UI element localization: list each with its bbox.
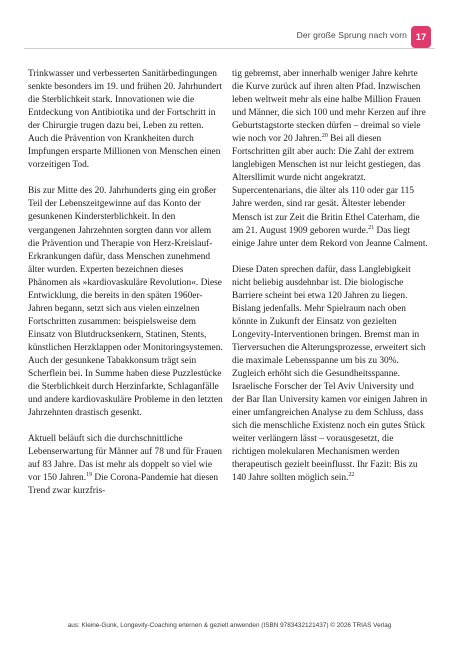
page-number: 17 xyxy=(415,31,427,43)
copyright-footer: aus: Kleine-Gunk, Longevity-Coaching erlernen & gezielt anwenden (ISBN 9783432121437) © 2026 TRIAS Verlag xyxy=(67,622,392,629)
footnote-ref-21: 21 xyxy=(368,224,375,231)
footnote-ref-19: 19 xyxy=(86,472,93,479)
right-paragraph-1-text-a: tig gebremst, aber innerhalb weniger Jahre kehrte die Kurve zurück auf ihren alten Pfad. Inzwischen leben weltweit mehr als eine halbe Million Frauen und Männer, die sich 100 und mehr Kerzen auf ihre Geburtstagstorte stecken dürfen – dreimal so viele wie noch vor 20 Jahren. xyxy=(232,69,426,145)
left-paragraph-3-text-a: Aktuell beläuft sich die durchschnittliche Lebenserwartung für Männer auf 78 und für Frauen auf 83 Jahre. Das ist mehr als doppelt so viel wie vor 150 Jahren. xyxy=(28,434,222,484)
left-column xyxy=(28,68,224,498)
right-paragraph-1-text-c: Das liegt einige Jahre unter dem Rekord von Jeanne Calment. xyxy=(232,225,428,249)
right-column xyxy=(232,68,428,485)
running-head: Der große Sprung nach vorn xyxy=(296,30,407,40)
left-paragraph-2: Bis zur Mitte des 20. Jahrhunderts ging ein großer Teil der Lebenszeitgewinne auf das Konto der gesunkenen Kindersterblichkeit. In den vergangenen Jahrzehnten sorgten dann vor allem die Prävention und Therapie von Herz-Kreislauf-Erkrankungen dafür, dass Menschen zunehmend älter wurden. Experten bezeichnen dieses Phänomen als »kardiovaskuläre Revolution«. Diese Entwicklung, die bereits in den späten 1960er-Jahren begann, setzt sich aus vielen einzelnen Fortschritten zusammen: beispielsweise dem Einsatz von Blutdrucksenkern, Statinen, Stents, künstlichen Herzklappen oder Monitoringsystemen. Auch der gesunkene Tabakkonsum trägt sein Scherflein bei. In Summe haben diese Puzzlestücke die Sterblichkeit durch Herzinfarkte, Schlaganfälle und andere kardiovaskuläre Probleme in den letzten Jahrzehnten drastisch gesenkt. xyxy=(28,186,223,419)
right-paragraph-1 xyxy=(232,68,428,251)
left-paragraph-3-text-b: Die Corona-Pandemie hat diesen Trend zwar kurzfris- xyxy=(28,473,219,497)
left-paragraph-3 xyxy=(28,433,224,498)
right-paragraph-2-text: Diese Daten sprechen dafür, dass Langlebigkeit nicht beliebig ausdehnbar ist. Die biologische Barriere scheint bei etwa 120 Jahren zu liegen. Bislang jedenfalls. Mehr Spielraum nach oben könnte in Zukunft der Einsatz von gezielten Longevity-Interventionen bringen. Bremst man in Tierversuchen die Alterungsprozesse, erweitert sich die maximale Lebensspanne um bis zu 30%. Zugleich erhöht sich die Gesundheitsspanne. Israelische Forscher der Tel Aviv University und der Bar Ilan University kamen vor einigen Jahren in einer umfangreichen Analyse zu dem Schluss, dass sich die menschliche Existenz noch ein gutes Stück weiter verlängern lässt – vorausgesetzt, die richtigen molekularen Mechanismen werden therapeutisch gezielt beeinflusst. Ihr Fazit: Bis zu 140 Jahre sollten möglich sein. xyxy=(232,264,428,484)
footnote-ref-22: 22 xyxy=(348,472,355,479)
right-paragraph-2 xyxy=(232,264,428,486)
footnote-ref-20: 20 xyxy=(321,133,328,140)
page-number-badge xyxy=(411,26,431,48)
left-paragraph-1: Trinkwasser und verbesserten Sanitärbedingungen senkte besonders im 19. und frühen 20. Jahrhundert die Sterblichkeit stark. Innovationen wie die Entdeckung von Antibiotika und der Fortschritt in der Chirurgie trugen dazu bei, Leben zu retten. Auch die Prävention von Krankheiten durch Impfungen ersparte Millionen von Menschen einen vorzeitigen Tod. xyxy=(28,69,222,171)
right-paragraph-1-text-b: Bei all diesen Fortschritten gilt aber auch: Die Zahl der extrem langlebigen Menschen ist nur leicht gestiegen, das Altersllimit wurde nicht angekratzt. Supercentenarians, die älter als 110 oder gar 115 Jahre werden, sind rar gesät. Ältester lebender Mensch ist zur Zeit die Britin Ethel Caterham, die am 21. August 1909 geboren wurde. xyxy=(232,134,421,236)
header-rule xyxy=(24,48,435,49)
